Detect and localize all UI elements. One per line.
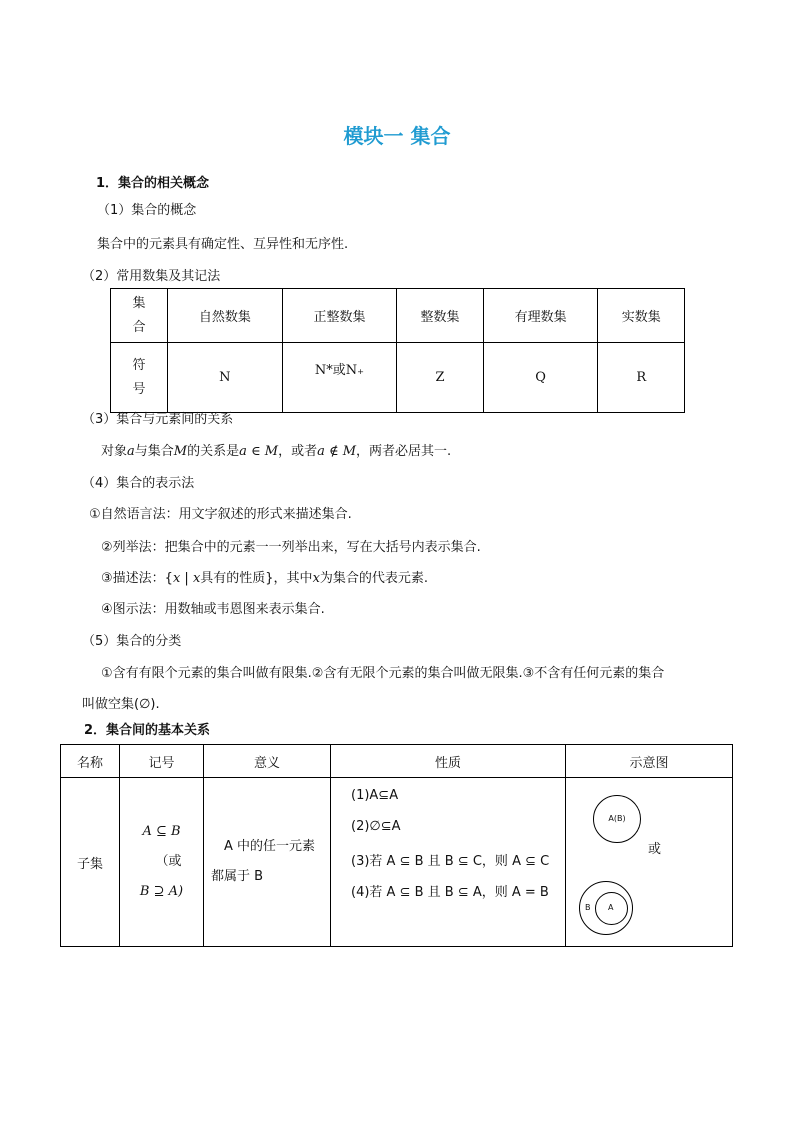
header-diagram: 示意图 [566, 745, 733, 778]
property-1: (1)A⊆A [351, 788, 399, 803]
sub-heading-relation: （3）集合与元素间的关系 [82, 412, 234, 427]
header-real: 实数集 [598, 289, 685, 343]
header-name: 名称 [61, 745, 120, 778]
symbol-positive-integer: N*或N₊ [282, 343, 397, 413]
classification-line-1: ①含有有限个元素的集合叫做有限集.②含有无限个元素的集合叫做无限集.③不含有任何元素的集合 [101, 666, 665, 681]
venn-equal-label: A(B) [608, 814, 626, 823]
property-3: (3)若 A ⊆ B 且 B ⊆ C，则 A ⊆ C [351, 854, 550, 869]
table-row [61, 745, 733, 778]
venn-outer-label: B [585, 903, 591, 912]
section-heading-2: 2．集合间的基本关系 [84, 723, 211, 738]
symbol-natural: N [168, 343, 283, 413]
or-label: 或 [648, 842, 662, 857]
property-2: (2)∅⊆A [351, 819, 401, 834]
header-positive-integer: 正整数集 [282, 289, 397, 343]
table-row [111, 289, 685, 343]
header-notation: 记号 [120, 745, 204, 778]
classification-line-2: 叫做空集(∅). [82, 697, 160, 712]
relation-text: 对象a与集合M的关系是a ∈ M，或者a ∉ M，两者必居其一. [101, 444, 452, 459]
symbol-integer: Z [397, 343, 484, 413]
method-diagram: ④图示法：用数轴或韦恩图来表示集合. [101, 602, 325, 617]
row-label-symbol: 符 号 [111, 343, 168, 413]
property-4: (4)若 A ⊆ B 且 B ⊆ A，则 A = B [351, 885, 549, 900]
section-heading-1: 1．集合的相关概念 [96, 176, 210, 191]
row-label-set: 集 合 [111, 289, 168, 343]
table-row [111, 343, 685, 413]
symbol-real: R [598, 343, 685, 413]
header-rational: 有理数集 [483, 289, 598, 343]
cell-notation: A ⊆ B （或 B ⊇ A) [120, 778, 204, 947]
table-row [61, 778, 733, 947]
header-meaning: 意义 [204, 745, 331, 778]
sub-heading-classification: （5）集合的分类 [82, 634, 182, 649]
number-sets-table [110, 288, 685, 413]
page-title: 模块一 集合 [343, 124, 451, 148]
venn-inner-label: A [608, 903, 614, 912]
method-natural-language: ①自然语言法：用文字叙述的形式来描述集合. [89, 507, 352, 522]
method-enumeration: ②列举法：把集合中的元素一一列举出来，写在大括号内表示集合. [101, 540, 481, 555]
cell-meaning: A 中的任一元素 都属于 B [204, 778, 331, 947]
symbol-rational: Q [483, 343, 598, 413]
header-properties: 性质 [331, 745, 566, 778]
sub-heading-concept: （1）集合的概念 [97, 203, 197, 218]
concept-text: 集合中的元素具有确定性、互异性和无序性. [97, 237, 349, 252]
header-integer: 整数集 [397, 289, 484, 343]
header-natural: 自然数集 [168, 289, 283, 343]
sub-heading-representation: （4）集合的表示法 [82, 476, 195, 491]
cell-diagram [566, 778, 733, 947]
cell-name: 子集 [61, 778, 120, 947]
method-description: ③描述法：{x | x具有的性质}，其中x为集合的代表元素. [101, 571, 429, 586]
cell-properties [331, 778, 566, 947]
sub-heading-number-sets: （2）常用数集及其记法 [82, 269, 221, 284]
subset-relation-table [60, 744, 733, 947]
